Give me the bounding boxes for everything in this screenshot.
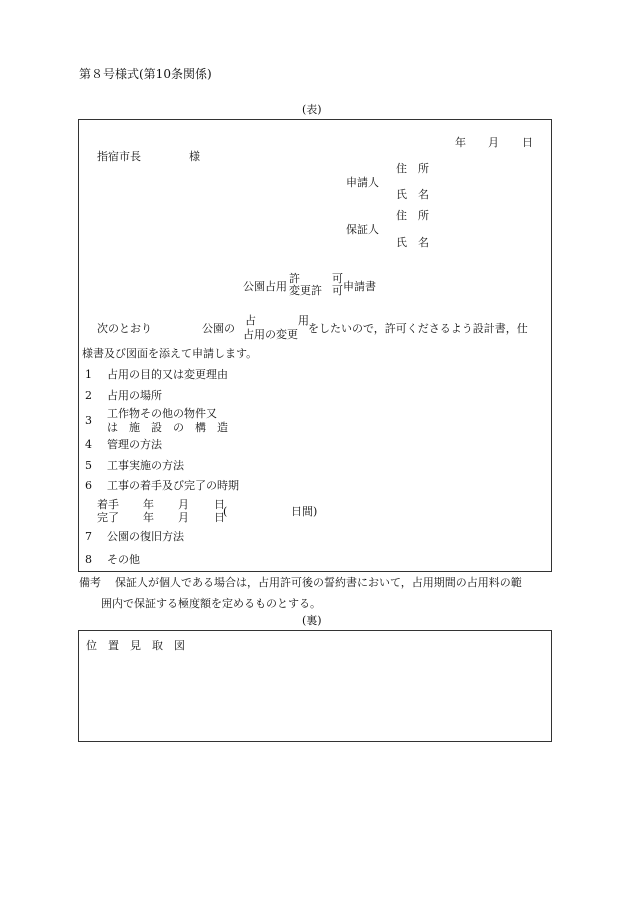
item-label: 占用の場所 bbox=[107, 389, 162, 402]
period-days: 日間) bbox=[291, 505, 318, 518]
body-stack-top-1: 占 bbox=[245, 314, 256, 327]
item-number: 4 bbox=[85, 438, 92, 451]
title-stack-2 bbox=[332, 273, 343, 297]
applicant-address-label: 住 所 bbox=[396, 162, 429, 175]
period-start-month: 月 bbox=[178, 498, 189, 511]
applicant-name-label: 氏 名 bbox=[396, 188, 429, 201]
title-prefix: 公園占用 bbox=[243, 280, 287, 293]
item-label: 工事の着手及び完了の時期 bbox=[107, 479, 239, 492]
location-map-box bbox=[78, 630, 552, 742]
body-park: 公園の bbox=[202, 322, 235, 335]
item-number: 2 bbox=[85, 389, 92, 402]
remarks-label: 備考 bbox=[79, 576, 101, 589]
period-start-year: 年 bbox=[143, 498, 154, 511]
period-end-label: 完了 bbox=[97, 511, 119, 524]
item-number: 6 bbox=[85, 479, 92, 492]
applicant-label: 申請人 bbox=[346, 176, 379, 189]
date-month: 月 bbox=[488, 136, 499, 149]
period-end-year: 年 bbox=[143, 511, 154, 524]
period-start-label: 着手 bbox=[97, 498, 119, 511]
title-stack-bottom-1: 変更許 bbox=[289, 284, 322, 297]
period-open-paren: ( bbox=[223, 505, 228, 518]
item-number: 5 bbox=[85, 459, 92, 472]
form-number: 第８号様式(第10条関係) bbox=[79, 67, 212, 81]
item-label: その他 bbox=[107, 553, 140, 566]
back-side-label: (裏) bbox=[302, 614, 322, 627]
guarantor-name-label: 氏 名 bbox=[396, 236, 429, 249]
remarks-line-2: 囲内で保証する極度額を定めるものとする。 bbox=[101, 597, 321, 610]
item-label: 占用の目的又は変更理由 bbox=[107, 368, 228, 381]
date-day: 日 bbox=[522, 136, 533, 149]
item-label-line-2: は 施 設 の 構 造 bbox=[107, 421, 228, 434]
date-year: 年 bbox=[455, 136, 466, 149]
body-lead: 次のとおり bbox=[97, 322, 152, 335]
body-continuation: をしたいので，許可くださるよう設計書，仕 bbox=[308, 322, 528, 335]
remarks-line-1: 保証人が個人である場合は，占用許可後の誓約書において，占用期間の占用料の範 bbox=[115, 576, 522, 589]
guarantor-address-label: 住 所 bbox=[396, 209, 429, 222]
item-number: 3 bbox=[85, 414, 92, 427]
addressee-honorific: 様 bbox=[189, 150, 200, 163]
item-number: 8 bbox=[85, 553, 92, 566]
period-start-day: 日 bbox=[214, 498, 225, 511]
guarantor-label: 保証人 bbox=[346, 223, 379, 236]
item-label-line-1: 工作物その他の物件又 bbox=[107, 407, 217, 420]
period-end-month: 月 bbox=[178, 511, 189, 524]
item-label: 管理の方法 bbox=[107, 438, 162, 451]
addressee-name: 指宿市長 bbox=[97, 150, 141, 163]
front-side-label: (表) bbox=[302, 103, 322, 116]
body-line-2: 様書及び図面を添えて申請します。 bbox=[82, 347, 258, 360]
title-stack-top-1: 許 bbox=[289, 272, 300, 285]
item-label: 公園の復旧方法 bbox=[107, 530, 184, 543]
title-stack-bottom-2: 可 bbox=[332, 284, 343, 297]
title-stack-1 bbox=[289, 273, 322, 297]
period-end-day: 日 bbox=[214, 511, 225, 524]
body-stack-top-2: 用 bbox=[298, 314, 309, 327]
title-suffix: 申請書 bbox=[343, 280, 376, 293]
body-stack-bottom: 占用の変更 bbox=[243, 328, 298, 341]
title-stack-top-2: 可 bbox=[332, 272, 343, 285]
location-map-label: 位 置 見 取 図 bbox=[86, 639, 185, 652]
item-label: 工事実施の方法 bbox=[107, 459, 184, 472]
item-number: 7 bbox=[85, 530, 92, 543]
item-number: 1 bbox=[85, 368, 92, 381]
